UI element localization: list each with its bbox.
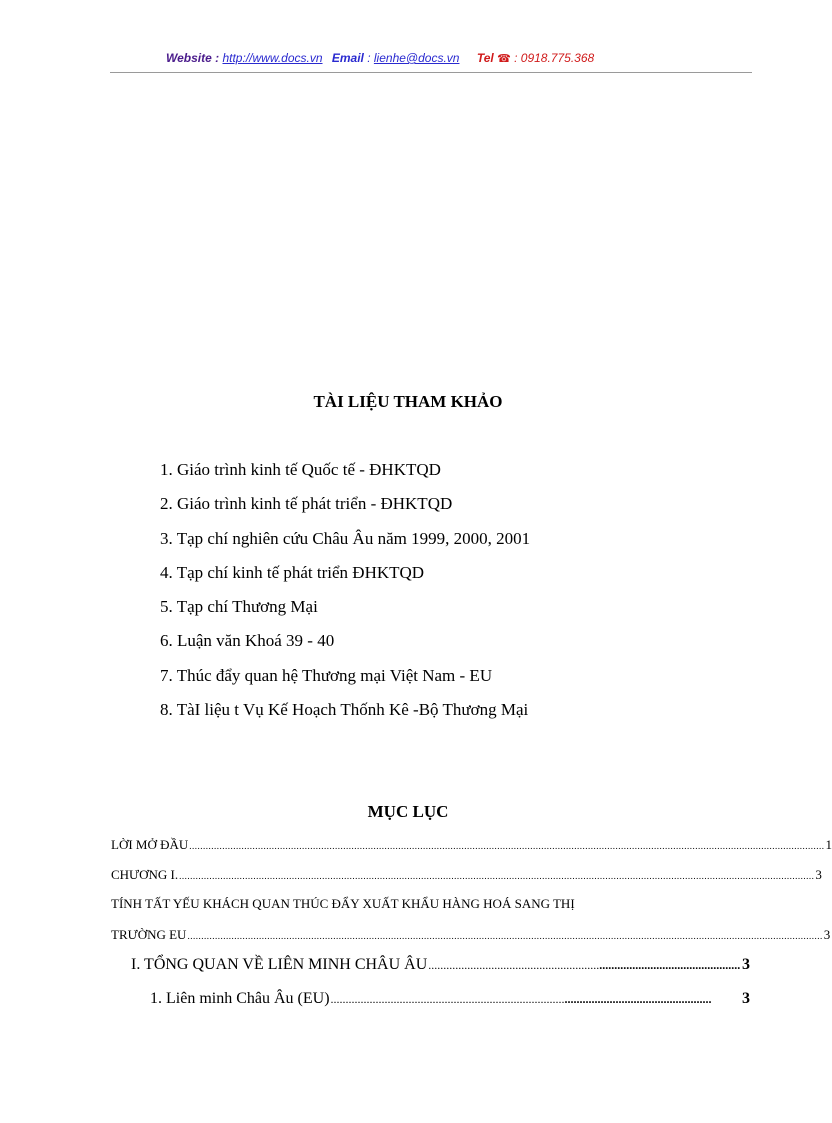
toc-title: MỤC LỤC — [367, 802, 449, 821]
references-title: TÀI LIỆU THAM KHẢO — [313, 392, 503, 411]
toc-entry[interactable] — [111, 837, 832, 853]
toc-entry-page: 1 — [825, 837, 832, 852]
toc-leader-dots: ....................................................................................................................................................................................................................................... — [179, 871, 815, 881]
list-item: 3. Tạp chí nghiên cứu Châu Âu năm 1999, 2000, 2001 — [160, 528, 531, 548]
toc-entry-text: LỜI MỞ ĐẦU — [111, 837, 189, 852]
toc-entry[interactable] — [150, 990, 750, 1008]
email-separator: : — [363, 51, 371, 65]
list-item: 5. Tạp chí Thương Mại — [160, 597, 318, 617]
toc-entry-text: I. TỔNG QUAN VỀ LIÊN MINH CHÂU ÂU — [131, 956, 428, 973]
tel-value: : 0918.775.368 — [514, 51, 595, 65]
page-header — [110, 50, 752, 73]
phone-icon: ☎ — [497, 53, 511, 65]
toc-entry[interactable] — [111, 927, 831, 943]
list-item: 1. Giáo trình kinh tế Quốc tế - ĐHKTQD — [160, 460, 441, 479]
email-label: Email — [331, 51, 364, 65]
references-list — [160, 458, 530, 732]
toc-leader-dots: ....................................................................................................................................................................................................................................... — [189, 841, 825, 851]
list-item: 2. Giáo trình kinh tế phát triển - ĐHKTQD — [160, 494, 453, 514]
email-link[interactable]: lienhe@docs.vn — [373, 51, 460, 65]
toc-entry[interactable] — [131, 956, 750, 974]
list-item: 7. Thúc đẩy quan hệ Thương mại Việt Nam - EU — [160, 665, 493, 685]
website-label: Website : — [166, 51, 220, 65]
toc-entry-page: 3 — [823, 927, 831, 942]
toc-entry-page: 3 — [742, 990, 750, 1007]
toc-entry-text: 1. Liên minh Châu Âu (EU) — [150, 990, 330, 1007]
toc-entry-text[interactable]: TÍNH TẤT YẾU KHÁCH QUAN THÚC ĐẨY XUẤT KHẨU HÀNG HOÁ SANG THỊ — [111, 896, 575, 911]
toc-entry[interactable] — [111, 867, 822, 883]
website-link[interactable]: http://www.docs.vn — [222, 51, 323, 65]
list-item: 4. Tạp chí kinh tế phát triển ĐHKTQD — [160, 562, 425, 582]
toc-entry-page: 3 — [742, 956, 750, 973]
list-item: 8. TàI liệu t Vụ Kế Hoạch Thốnh Kê -Bộ Thương Mại — [160, 700, 529, 720]
toc-leader-dots: ....................................................................................................................................................................................................................................... — [187, 931, 823, 941]
list-item: 6. Luận văn Khoá 39 - 40 — [160, 631, 335, 651]
toc-entry-page: 3 — [815, 867, 822, 882]
tel-label: Tel — [476, 51, 494, 65]
toc-entry-text: TRƯỜNG EU — [111, 927, 187, 942]
toc-leader-dots: ............................................................................................................................... — [330, 992, 712, 1006]
toc-leader-dots: ........................................................................................................ — [428, 958, 741, 972]
toc-entry-text: CHƯƠNG I. — [111, 867, 179, 882]
header-contact-line — [166, 51, 594, 65]
